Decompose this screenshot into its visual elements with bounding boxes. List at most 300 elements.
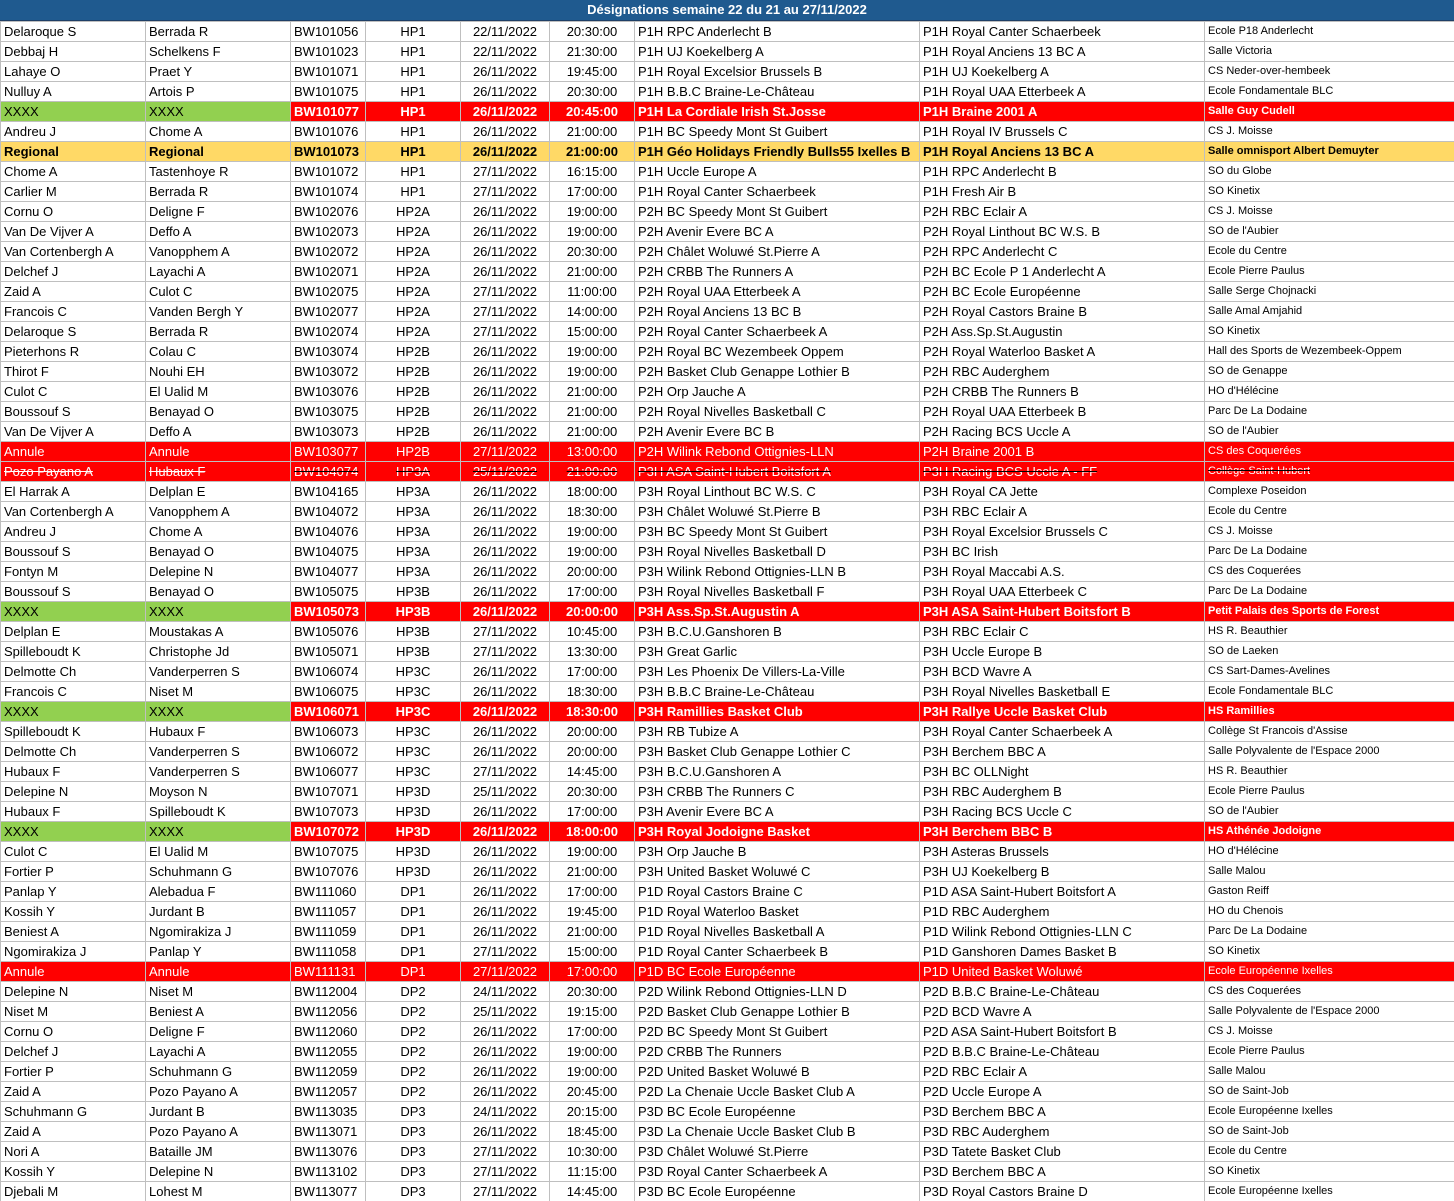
- division-cell[interactable]: HP1: [366, 122, 461, 142]
- division-cell[interactable]: DP2: [366, 1002, 461, 1022]
- away-team-cell[interactable]: P3H Royal Maccabi A.S.: [920, 562, 1205, 582]
- match-code-cell[interactable]: BW106074: [291, 662, 366, 682]
- venue-cell[interactable]: Ecole Pierre Paulus: [1205, 1042, 1454, 1062]
- referee-1-cell[interactable]: Delmotte Ch: [1, 742, 146, 762]
- referee-1-cell[interactable]: XXXX: [1, 602, 146, 622]
- division-cell[interactable]: HP2B: [366, 382, 461, 402]
- table-row[interactable]: [1, 602, 1454, 622]
- time-cell[interactable]: 11:00:00: [550, 282, 635, 302]
- division-cell[interactable]: HP3B: [366, 602, 461, 622]
- date-cell[interactable]: 26/11/2022: [461, 702, 550, 722]
- home-team-cell[interactable]: P2D BC Speedy Mont St Guibert: [635, 1022, 920, 1042]
- match-code-cell[interactable]: BW112059: [291, 1062, 366, 1082]
- referee-1-cell[interactable]: Zaid A: [1, 1122, 146, 1142]
- date-cell[interactable]: 26/11/2022: [461, 722, 550, 742]
- referee-1-cell[interactable]: XXXX: [1, 702, 146, 722]
- venue-cell[interactable]: Ecole Européenne Ixelles: [1205, 1102, 1454, 1122]
- match-code-cell[interactable]: BW101073: [291, 142, 366, 162]
- match-code-cell[interactable]: BW104072: [291, 502, 366, 522]
- home-team-cell[interactable]: P2H Wilink Rebond Ottignies-LLN: [635, 442, 920, 462]
- referee-2-cell[interactable]: Regional: [146, 142, 291, 162]
- away-team-cell[interactable]: P1H RPC Anderlecht B: [920, 162, 1205, 182]
- venue-cell[interactable]: Salle Polyvalente de l'Espace 2000: [1205, 742, 1454, 762]
- match-code-cell[interactable]: BW112004: [291, 982, 366, 1002]
- match-code-cell[interactable]: BW111131: [291, 962, 366, 982]
- venue-cell[interactable]: Petit Palais des Sports de Forest: [1205, 602, 1454, 622]
- time-cell[interactable]: 20:45:00: [550, 102, 635, 122]
- match-code-cell[interactable]: BW112060: [291, 1022, 366, 1042]
- away-team-cell[interactable]: P3D Berchem BBC A: [920, 1162, 1205, 1182]
- referee-2-cell[interactable]: Vanden Bergh Y: [146, 302, 291, 322]
- venue-cell[interactable]: HS R. Beauthier: [1205, 622, 1454, 642]
- referee-2-cell[interactable]: Nouhi EH: [146, 362, 291, 382]
- time-cell[interactable]: 21:00:00: [550, 142, 635, 162]
- venue-cell[interactable]: SO Kinetix: [1205, 322, 1454, 342]
- date-cell[interactable]: 26/11/2022: [461, 742, 550, 762]
- table-row[interactable]: [1, 1122, 1454, 1142]
- referee-1-cell[interactable]: Pieterhons R: [1, 342, 146, 362]
- division-cell[interactable]: HP2A: [366, 202, 461, 222]
- referee-1-cell[interactable]: Cornu O: [1, 202, 146, 222]
- division-cell[interactable]: DP2: [366, 982, 461, 1002]
- table-row[interactable]: [1, 402, 1454, 422]
- away-team-cell[interactable]: P1H Fresh Air B: [920, 182, 1205, 202]
- date-cell[interactable]: 26/11/2022: [461, 522, 550, 542]
- referee-1-cell[interactable]: Fortier P: [1, 1062, 146, 1082]
- time-cell[interactable]: 11:15:00: [550, 1162, 635, 1182]
- home-team-cell[interactable]: P3H Royal Linthout BC W.S. C: [635, 482, 920, 502]
- home-team-cell[interactable]: P3D La Chenaie Uccle Basket Club B: [635, 1122, 920, 1142]
- referee-2-cell[interactable]: Deligne F: [146, 202, 291, 222]
- date-cell[interactable]: 26/11/2022: [461, 82, 550, 102]
- match-code-cell[interactable]: BW111057: [291, 902, 366, 922]
- time-cell[interactable]: 13:00:00: [550, 442, 635, 462]
- referee-2-cell[interactable]: XXXX: [146, 822, 291, 842]
- time-cell[interactable]: 19:00:00: [550, 1062, 635, 1082]
- time-cell[interactable]: 21:00:00: [550, 402, 635, 422]
- away-team-cell[interactable]: P2H CRBB The Runners B: [920, 382, 1205, 402]
- table-row[interactable]: [1, 182, 1454, 202]
- division-cell[interactable]: HP2A: [366, 282, 461, 302]
- home-team-cell[interactable]: P2H CRBB The Runners A: [635, 262, 920, 282]
- referee-1-cell[interactable]: Annule: [1, 962, 146, 982]
- referee-1-cell[interactable]: Culot C: [1, 382, 146, 402]
- match-code-cell[interactable]: BW105076: [291, 622, 366, 642]
- referee-2-cell[interactable]: Artois P: [146, 82, 291, 102]
- referee-2-cell[interactable]: XXXX: [146, 702, 291, 722]
- table-row[interactable]: [1, 122, 1454, 142]
- time-cell[interactable]: 20:30:00: [550, 782, 635, 802]
- division-cell[interactable]: HP3D: [366, 802, 461, 822]
- time-cell[interactable]: 19:00:00: [550, 202, 635, 222]
- venue-cell[interactable]: Ecole Fondamentale BLC: [1205, 82, 1454, 102]
- table-row[interactable]: [1, 302, 1454, 322]
- home-team-cell[interactable]: P3D Royal Canter Schaerbeek A: [635, 1162, 920, 1182]
- time-cell[interactable]: 21:00:00: [550, 922, 635, 942]
- referee-2-cell[interactable]: Chome A: [146, 122, 291, 142]
- venue-cell[interactable]: SO de l'Aubier: [1205, 422, 1454, 442]
- away-team-cell[interactable]: P3H BC OLLNight: [920, 762, 1205, 782]
- home-team-cell[interactable]: P1D Royal Nivelles Basketball A: [635, 922, 920, 942]
- away-team-cell[interactable]: P3D Berchem BBC A: [920, 1102, 1205, 1122]
- match-code-cell[interactable]: BW102077: [291, 302, 366, 322]
- home-team-cell[interactable]: P3H Basket Club Genappe Lothier C: [635, 742, 920, 762]
- home-team-cell[interactable]: P2H Avenir Evere BC B: [635, 422, 920, 442]
- venue-cell[interactable]: Ecole du Centre: [1205, 502, 1454, 522]
- away-team-cell[interactable]: P1H Royal Anciens 13 BC A: [920, 42, 1205, 62]
- match-code-cell[interactable]: BW113102: [291, 1162, 366, 1182]
- venue-cell[interactable]: HS Ramillies: [1205, 702, 1454, 722]
- venue-cell[interactable]: CS Sart-Dames-Avelines: [1205, 662, 1454, 682]
- date-cell[interactable]: 26/11/2022: [461, 582, 550, 602]
- away-team-cell[interactable]: P3H BCD Wavre A: [920, 662, 1205, 682]
- referee-1-cell[interactable]: Kossih Y: [1, 902, 146, 922]
- table-row[interactable]: [1, 622, 1454, 642]
- home-team-cell[interactable]: P3H Châlet Woluwé St.Pierre B: [635, 502, 920, 522]
- away-team-cell[interactable]: P1D United Basket Woluwé: [920, 962, 1205, 982]
- division-cell[interactable]: DP3: [366, 1142, 461, 1162]
- venue-cell[interactable]: SO de Saint-Job: [1205, 1122, 1454, 1142]
- division-cell[interactable]: DP1: [366, 882, 461, 902]
- division-cell[interactable]: HP3B: [366, 622, 461, 642]
- time-cell[interactable]: 17:00:00: [550, 1022, 635, 1042]
- match-code-cell[interactable]: BW113071: [291, 1122, 366, 1142]
- away-team-cell[interactable]: P1H Royal IV Brussels C: [920, 122, 1205, 142]
- division-cell[interactable]: HP2A: [366, 242, 461, 262]
- referee-1-cell[interactable]: El Harrak A: [1, 482, 146, 502]
- venue-cell[interactable]: Salle Serge Chojnacki: [1205, 282, 1454, 302]
- table-row[interactable]: [1, 162, 1454, 182]
- venue-cell[interactable]: Ecole P18 Anderlecht: [1205, 22, 1454, 42]
- time-cell[interactable]: 21:00:00: [550, 122, 635, 142]
- referee-2-cell[interactable]: Culot C: [146, 282, 291, 302]
- referee-1-cell[interactable]: Cornu O: [1, 1022, 146, 1042]
- venue-cell[interactable]: Ecole Pierre Paulus: [1205, 262, 1454, 282]
- referee-1-cell[interactable]: Fontyn M: [1, 562, 146, 582]
- division-cell[interactable]: HP1: [366, 82, 461, 102]
- away-team-cell[interactable]: P3H Rallye Uccle Basket Club: [920, 702, 1205, 722]
- home-team-cell[interactable]: P1D BC Ecole Européenne: [635, 962, 920, 982]
- away-team-cell[interactable]: P2H Royal UAA Etterbeek B: [920, 402, 1205, 422]
- away-team-cell[interactable]: P2D BCD Wavre A: [920, 1002, 1205, 1022]
- table-row[interactable]: [1, 782, 1454, 802]
- match-code-cell[interactable]: BW102074: [291, 322, 366, 342]
- referee-2-cell[interactable]: Berrada R: [146, 182, 291, 202]
- referee-2-cell[interactable]: XXXX: [146, 602, 291, 622]
- away-team-cell[interactable]: P2H RBC Auderghem: [920, 362, 1205, 382]
- division-cell[interactable]: HP3D: [366, 862, 461, 882]
- time-cell[interactable]: 19:00:00: [550, 342, 635, 362]
- time-cell[interactable]: 18:00:00: [550, 482, 635, 502]
- referee-2-cell[interactable]: Jurdant B: [146, 1102, 291, 1122]
- referee-2-cell[interactable]: Christophe Jd: [146, 642, 291, 662]
- venue-cell[interactable]: Ecole Pierre Paulus: [1205, 782, 1454, 802]
- division-cell[interactable]: HP2A: [366, 222, 461, 242]
- date-cell[interactable]: 26/11/2022: [461, 482, 550, 502]
- table-row[interactable]: [1, 502, 1454, 522]
- table-row[interactable]: [1, 82, 1454, 102]
- referee-2-cell[interactable]: Lohest M: [146, 1182, 291, 1201]
- table-row[interactable]: [1, 962, 1454, 982]
- match-code-cell[interactable]: BW111059: [291, 922, 366, 942]
- match-code-cell[interactable]: BW101056: [291, 22, 366, 42]
- table-row[interactable]: [1, 582, 1454, 602]
- home-team-cell[interactable]: P1H Royal Excelsior Brussels B: [635, 62, 920, 82]
- division-cell[interactable]: HP3C: [366, 742, 461, 762]
- referee-2-cell[interactable]: Vanderperren S: [146, 742, 291, 762]
- date-cell[interactable]: 26/11/2022: [461, 502, 550, 522]
- date-cell[interactable]: 27/11/2022: [461, 1142, 550, 1162]
- home-team-cell[interactable]: P1H Uccle Europe A: [635, 162, 920, 182]
- away-team-cell[interactable]: P2H BC Ecole P 1 Anderlecht A: [920, 262, 1205, 282]
- table-row[interactable]: [1, 542, 1454, 562]
- home-team-cell[interactable]: P1H BC Speedy Mont St Guibert: [635, 122, 920, 142]
- table-row[interactable]: [1, 242, 1454, 262]
- referee-2-cell[interactable]: Pozo Payano A: [146, 1082, 291, 1102]
- referee-1-cell[interactable]: Francois C: [1, 682, 146, 702]
- venue-cell[interactable]: CS des Coquerées: [1205, 982, 1454, 1002]
- home-team-cell[interactable]: P2D Basket Club Genappe Lothier B: [635, 1002, 920, 1022]
- venue-cell[interactable]: SO du Globe: [1205, 162, 1454, 182]
- table-row[interactable]: [1, 862, 1454, 882]
- venue-cell[interactable]: CS des Coquerées: [1205, 442, 1454, 462]
- date-cell[interactable]: 26/11/2022: [461, 562, 550, 582]
- referee-1-cell[interactable]: Lahaye O: [1, 62, 146, 82]
- referee-2-cell[interactable]: Hubaux F: [146, 722, 291, 742]
- division-cell[interactable]: HP3A: [366, 562, 461, 582]
- match-code-cell[interactable]: BW102072: [291, 242, 366, 262]
- home-team-cell[interactable]: P3H Ramillies Basket Club: [635, 702, 920, 722]
- home-team-cell[interactable]: P3H ASA Saint-Hubert Boitsfort A: [635, 462, 920, 482]
- away-team-cell[interactable]: P1H Royal UAA Etterbeek A: [920, 82, 1205, 102]
- home-team-cell[interactable]: P3H Royal Nivelles Basketball D: [635, 542, 920, 562]
- table-row[interactable]: [1, 202, 1454, 222]
- time-cell[interactable]: 20:00:00: [550, 722, 635, 742]
- venue-cell[interactable]: Salle Victoria: [1205, 42, 1454, 62]
- referee-1-cell[interactable]: Carlier M: [1, 182, 146, 202]
- referee-1-cell[interactable]: Regional: [1, 142, 146, 162]
- referee-1-cell[interactable]: Beniest A: [1, 922, 146, 942]
- home-team-cell[interactable]: P3D Châlet Woluwé St.Pierre: [635, 1142, 920, 1162]
- referee-2-cell[interactable]: Deffo A: [146, 222, 291, 242]
- date-cell[interactable]: 26/11/2022: [461, 342, 550, 362]
- referee-1-cell[interactable]: Boussouf S: [1, 542, 146, 562]
- referee-1-cell[interactable]: Delmotte Ch: [1, 662, 146, 682]
- table-row[interactable]: [1, 682, 1454, 702]
- home-team-cell[interactable]: P1H B.B.C Braine-Le-Château: [635, 82, 920, 102]
- away-team-cell[interactable]: P3H Berchem BBC A: [920, 742, 1205, 762]
- match-code-cell[interactable]: BW101072: [291, 162, 366, 182]
- away-team-cell[interactable]: P3H Royal UAA Etterbeek C: [920, 582, 1205, 602]
- date-cell[interactable]: 26/11/2022: [461, 902, 550, 922]
- home-team-cell[interactable]: P2D CRBB The Runners: [635, 1042, 920, 1062]
- table-row[interactable]: [1, 1062, 1454, 1082]
- match-code-cell[interactable]: BW112057: [291, 1082, 366, 1102]
- venue-cell[interactable]: Complexe Poseidon: [1205, 482, 1454, 502]
- time-cell[interactable]: 19:00:00: [550, 222, 635, 242]
- referee-2-cell[interactable]: Benayad O: [146, 582, 291, 602]
- venue-cell[interactable]: Hall des Sports de Wezembeek-Oppem: [1205, 342, 1454, 362]
- referee-1-cell[interactable]: Delplan E: [1, 622, 146, 642]
- table-row[interactable]: [1, 842, 1454, 862]
- table-row[interactable]: [1, 1142, 1454, 1162]
- home-team-cell[interactable]: P3H Avenir Evere BC A: [635, 802, 920, 822]
- division-cell[interactable]: HP3B: [366, 582, 461, 602]
- referee-2-cell[interactable]: Vanopphem A: [146, 502, 291, 522]
- away-team-cell[interactable]: P2H RBC Eclair A: [920, 202, 1205, 222]
- referee-1-cell[interactable]: Nori A: [1, 1142, 146, 1162]
- home-team-cell[interactable]: P1H Royal Canter Schaerbeek: [635, 182, 920, 202]
- match-code-cell[interactable]: BW102073: [291, 222, 366, 242]
- away-team-cell[interactable]: P3H Uccle Europe B: [920, 642, 1205, 662]
- referee-1-cell[interactable]: Niset M: [1, 1002, 146, 1022]
- away-team-cell[interactable]: P3H ASA Saint-Hubert Boitsfort B: [920, 602, 1205, 622]
- match-code-cell[interactable]: BW102076: [291, 202, 366, 222]
- division-cell[interactable]: HP2B: [366, 422, 461, 442]
- date-cell[interactable]: 26/11/2022: [461, 202, 550, 222]
- time-cell[interactable]: 18:00:00: [550, 822, 635, 842]
- division-cell[interactable]: HP3C: [366, 722, 461, 742]
- home-team-cell[interactable]: P3H Royal Nivelles Basketball F: [635, 582, 920, 602]
- away-team-cell[interactable]: P2H Royal Castors Braine B: [920, 302, 1205, 322]
- venue-cell[interactable]: Parc De La Dodaine: [1205, 922, 1454, 942]
- referee-2-cell[interactable]: Alebadua F: [146, 882, 291, 902]
- table-row[interactable]: [1, 1002, 1454, 1022]
- time-cell[interactable]: 20:30:00: [550, 22, 635, 42]
- match-code-cell[interactable]: BW106072: [291, 742, 366, 762]
- match-code-cell[interactable]: BW101075: [291, 82, 366, 102]
- home-team-cell[interactable]: P2H Royal Nivelles Basketball C: [635, 402, 920, 422]
- referee-2-cell[interactable]: Chome A: [146, 522, 291, 542]
- home-team-cell[interactable]: P3H Wilink Rebond Ottignies-LLN B: [635, 562, 920, 582]
- table-row[interactable]: [1, 22, 1454, 42]
- time-cell[interactable]: 19:00:00: [550, 1042, 635, 1062]
- date-cell[interactable]: 24/11/2022: [461, 982, 550, 1002]
- time-cell[interactable]: 14:45:00: [550, 1182, 635, 1201]
- referee-1-cell[interactable]: Van Cortenbergh A: [1, 242, 146, 262]
- date-cell[interactable]: 22/11/2022: [461, 22, 550, 42]
- away-team-cell[interactable]: P2D ASA Saint-Hubert Boitsfort B: [920, 1022, 1205, 1042]
- home-team-cell[interactable]: P3H B.C.U.Ganshoren A: [635, 762, 920, 782]
- match-code-cell[interactable]: BW112055: [291, 1042, 366, 1062]
- venue-cell[interactable]: SO de l'Aubier: [1205, 222, 1454, 242]
- division-cell[interactable]: DP3: [366, 1122, 461, 1142]
- away-team-cell[interactable]: P2D B.B.C Braine-Le-Château: [920, 1042, 1205, 1062]
- away-team-cell[interactable]: P1D ASA Saint-Hubert Boitsfort A: [920, 882, 1205, 902]
- home-team-cell[interactable]: P3D BC Ecole Européenne: [635, 1182, 920, 1201]
- match-code-cell[interactable]: BW103077: [291, 442, 366, 462]
- division-cell[interactable]: DP3: [366, 1102, 461, 1122]
- referee-1-cell[interactable]: Debbaj H: [1, 42, 146, 62]
- home-team-cell[interactable]: P3H Orp Jauche B: [635, 842, 920, 862]
- home-team-cell[interactable]: P2D Wilink Rebond Ottignies-LLN D: [635, 982, 920, 1002]
- time-cell[interactable]: 19:45:00: [550, 902, 635, 922]
- referee-1-cell[interactable]: Panlap Y: [1, 882, 146, 902]
- match-code-cell[interactable]: BW104076: [291, 522, 366, 542]
- away-team-cell[interactable]: P3H Royal Nivelles Basketball E: [920, 682, 1205, 702]
- division-cell[interactable]: HP2A: [366, 322, 461, 342]
- home-team-cell[interactable]: P3H B.B.C Braine-Le-Château: [635, 682, 920, 702]
- match-code-cell[interactable]: BW104074: [291, 462, 366, 482]
- match-code-cell[interactable]: BW101074: [291, 182, 366, 202]
- time-cell[interactable]: 14:00:00: [550, 302, 635, 322]
- referee-2-cell[interactable]: Schuhmann G: [146, 862, 291, 882]
- away-team-cell[interactable]: P3H BC Irish: [920, 542, 1205, 562]
- away-team-cell[interactable]: P3H Racing BCS Uccle A - FF: [920, 462, 1205, 482]
- away-team-cell[interactable]: P3H Asteras Brussels: [920, 842, 1205, 862]
- time-cell[interactable]: 21:00:00: [550, 462, 635, 482]
- match-code-cell[interactable]: BW107075: [291, 842, 366, 862]
- table-row[interactable]: [1, 362, 1454, 382]
- division-cell[interactable]: HP3D: [366, 822, 461, 842]
- table-row[interactable]: [1, 522, 1454, 542]
- table-row[interactable]: [1, 982, 1454, 1002]
- venue-cell[interactable]: Parc De La Dodaine: [1205, 542, 1454, 562]
- referee-2-cell[interactable]: Panlap Y: [146, 942, 291, 962]
- division-cell[interactable]: DP1: [366, 962, 461, 982]
- match-code-cell[interactable]: BW107072: [291, 822, 366, 842]
- table-row[interactable]: [1, 702, 1454, 722]
- date-cell[interactable]: 27/11/2022: [461, 182, 550, 202]
- date-cell[interactable]: 25/11/2022: [461, 1002, 550, 1022]
- referee-2-cell[interactable]: Moustakas A: [146, 622, 291, 642]
- time-cell[interactable]: 20:00:00: [550, 562, 635, 582]
- referee-1-cell[interactable]: Andreu J: [1, 122, 146, 142]
- referee-1-cell[interactable]: Thirot F: [1, 362, 146, 382]
- venue-cell[interactable]: CS des Coquerées: [1205, 562, 1454, 582]
- match-code-cell[interactable]: BW104165: [291, 482, 366, 502]
- table-row[interactable]: [1, 882, 1454, 902]
- home-team-cell[interactable]: P2H Royal Canter Schaerbeek A: [635, 322, 920, 342]
- referee-2-cell[interactable]: Schuhmann G: [146, 1062, 291, 1082]
- date-cell[interactable]: 26/11/2022: [461, 382, 550, 402]
- date-cell[interactable]: 26/11/2022: [461, 682, 550, 702]
- venue-cell[interactable]: Salle Malou: [1205, 862, 1454, 882]
- time-cell[interactable]: 15:00:00: [550, 322, 635, 342]
- away-team-cell[interactable]: P3D RBC Auderghem: [920, 1122, 1205, 1142]
- division-cell[interactable]: HP3D: [366, 782, 461, 802]
- home-team-cell[interactable]: P3D BC Ecole Européenne: [635, 1102, 920, 1122]
- referee-1-cell[interactable]: Boussouf S: [1, 402, 146, 422]
- referee-1-cell[interactable]: XXXX: [1, 822, 146, 842]
- match-code-cell[interactable]: BW112056: [291, 1002, 366, 1022]
- venue-cell[interactable]: Ecole Européenne Ixelles: [1205, 962, 1454, 982]
- home-team-cell[interactable]: P1D Royal Canter Schaerbeek B: [635, 942, 920, 962]
- division-cell[interactable]: DP2: [366, 1042, 461, 1062]
- home-team-cell[interactable]: P1D Royal Waterloo Basket: [635, 902, 920, 922]
- venue-cell[interactable]: SO de Saint-Job: [1205, 1082, 1454, 1102]
- date-cell[interactable]: 26/11/2022: [461, 662, 550, 682]
- referee-2-cell[interactable]: Ngomirakiza J: [146, 922, 291, 942]
- table-row[interactable]: [1, 342, 1454, 362]
- away-team-cell[interactable]: P1H Braine 2001 A: [920, 102, 1205, 122]
- division-cell[interactable]: HP1: [366, 42, 461, 62]
- home-team-cell[interactable]: P2H Royal Anciens 13 BC B: [635, 302, 920, 322]
- division-cell[interactable]: HP3B: [366, 642, 461, 662]
- away-team-cell[interactable]: P1D Ganshoren Dames Basket B: [920, 942, 1205, 962]
- referee-1-cell[interactable]: Zaid A: [1, 282, 146, 302]
- venue-cell[interactable]: CS J. Moisse: [1205, 1022, 1454, 1042]
- match-code-cell[interactable]: BW106073: [291, 722, 366, 742]
- division-cell[interactable]: HP3C: [366, 702, 461, 722]
- venue-cell[interactable]: Ecole du Centre: [1205, 1142, 1454, 1162]
- division-cell[interactable]: DP3: [366, 1182, 461, 1201]
- home-team-cell[interactable]: P1H UJ Koekelberg A: [635, 42, 920, 62]
- away-team-cell[interactable]: P3H Royal CA Jette: [920, 482, 1205, 502]
- referee-2-cell[interactable]: Deligne F: [146, 1022, 291, 1042]
- time-cell[interactable]: 21:30:00: [550, 42, 635, 62]
- match-code-cell[interactable]: BW103073: [291, 422, 366, 442]
